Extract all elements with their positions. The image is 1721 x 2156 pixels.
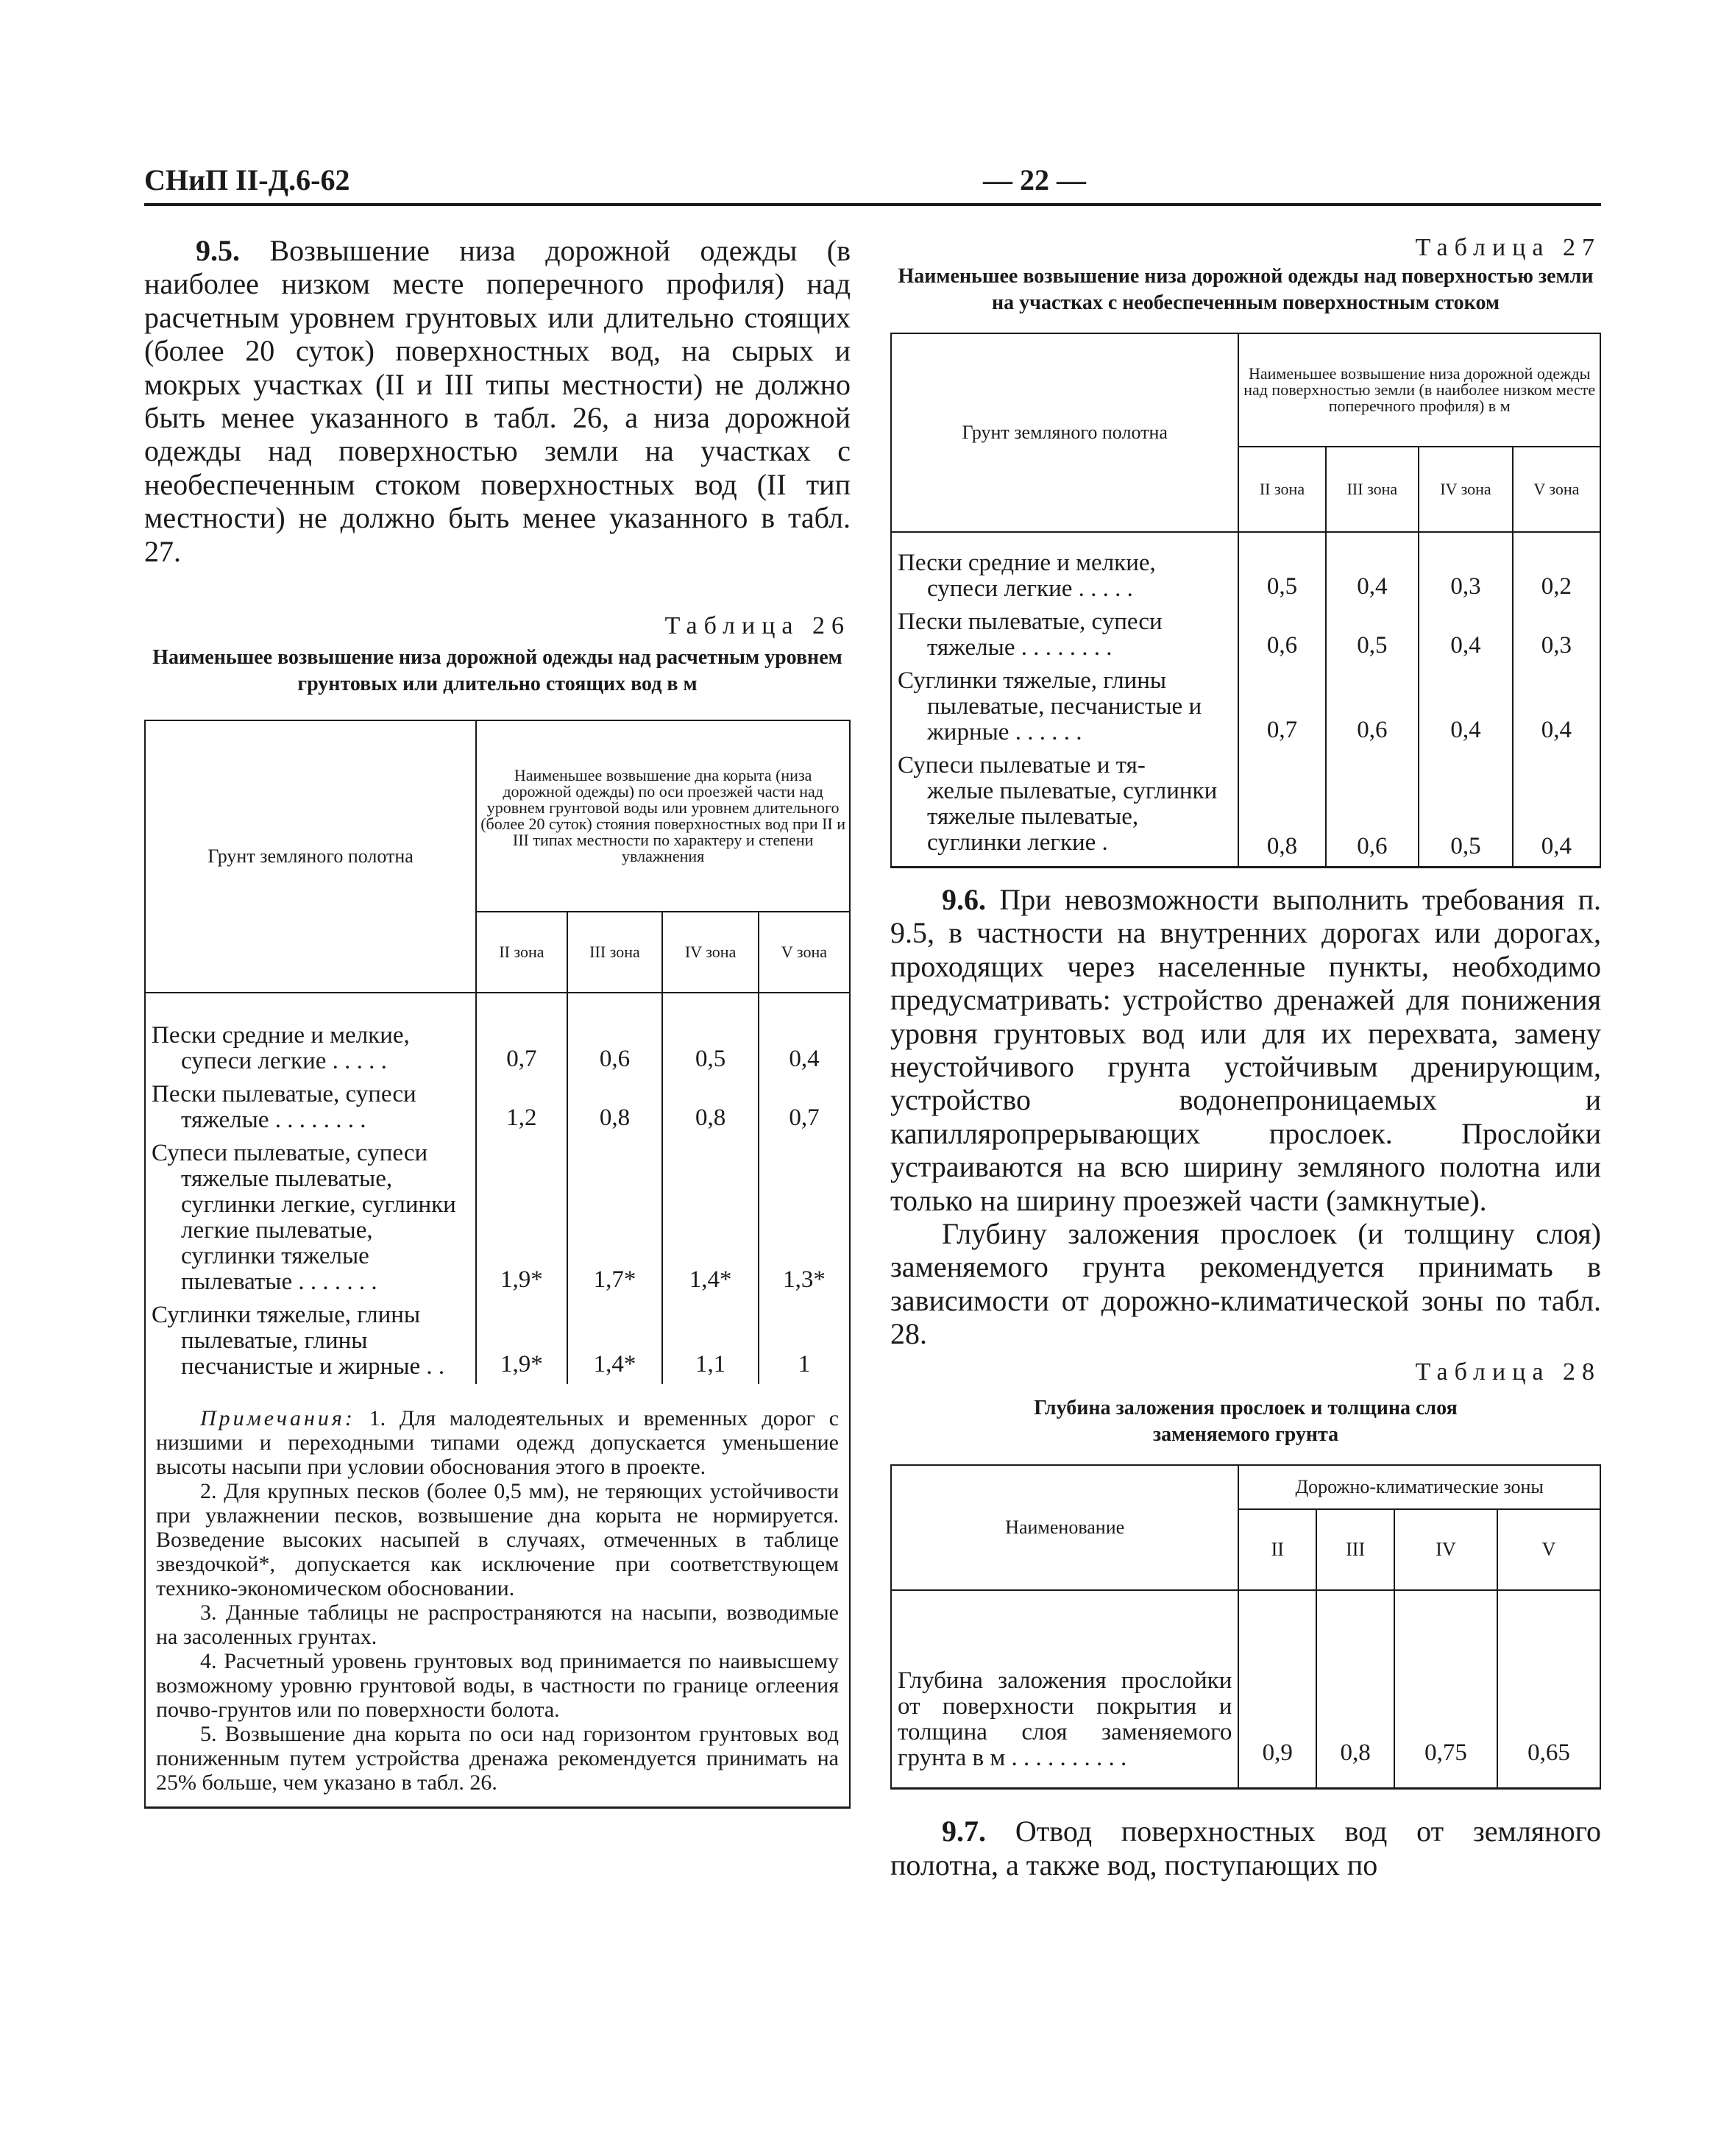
notes-row <box>145 1384 850 1808</box>
table-27-title: Наименьшее возвышение низа дорожной одежды над поверхностью земли на участках с необеспеченным поверхностным стоком <box>898 265 1594 314</box>
table-26-notes <box>156 1406 839 1795</box>
paragraph-text: Возвышение низа дорожной одежды (в наиболее низком месте поперечного профиля) над расчетным уровнем грунтовых или длительно стоящих (более 20 суток) поверхностных вод, на сырых и мокрых участках (II и III типы местности) не должно быть менее указанного в табл. 26, а низа дорожной одежды над поверхностью земли на участках с необеспеченным стоком поверхностных вод (II тип местности) не должно быть менее указанного в табл. 27. <box>144 234 851 568</box>
value-cell: 0,8 <box>662 1079 759 1138</box>
left-column <box>144 234 851 1809</box>
value-cell: 0,5 <box>662 993 759 1079</box>
name-cell: Глубина заложения прослойки от поверхности покрытия и толщина слоя заменяемого грунта в м . . . . . . . . . . <box>891 1590 1238 1789</box>
value-cell: 0,4 <box>1419 665 1513 750</box>
zone-header: IV зона <box>662 912 759 993</box>
table-row <box>145 1079 850 1138</box>
zone-header: III зона <box>1326 447 1419 532</box>
soil-cell: Пески пылеватые, супеси тяжелые . . . . . . . . <box>891 606 1238 665</box>
value-cell: 0,8 <box>1316 1590 1394 1789</box>
zone-header: II зона <box>476 912 567 993</box>
paragraph-text: Отвод поверхностных вод от земляного полотна, а также вод, поступающих по <box>890 1815 1602 1882</box>
zone-header: V зона <box>1513 447 1600 532</box>
value-cell: 1,9* <box>476 1299 567 1384</box>
zone-header: II зона <box>1238 447 1325 532</box>
table-row <box>891 606 1600 665</box>
paragraph-number: 9.5. <box>196 234 240 267</box>
note: 2. Для крупных песков (более 0,5 мм), не теряющих устойчивости при увлажнении песков, возвышение дна корыта не нормируется. Возведение высоких насыпей в случаях, отмеченных в таблице звездочкой*, допускается как исключение при соответствующем технико-экономическом обосновании. <box>156 1479 839 1601</box>
value-cell: 0,4 <box>1513 665 1600 750</box>
table-27 <box>890 333 1601 868</box>
value-cell: 0,4 <box>1326 532 1419 606</box>
soil-cell: Пески пылеватые, супеси тяжелые . . . . . . . . <box>145 1079 476 1138</box>
table-28-title: Глубина заложения прослоек и толщина слоя заменяемого грунта <box>1034 1396 1458 1446</box>
paragraph-9-7 <box>890 1815 1601 1882</box>
paragraph-9-6-cont: Глубину заложения прослоек (и толщину слоя) заменяемого грунта рекомендуется принимать в зависимости от дорожно-климатической зоны по табл. 28. <box>890 1217 1601 1351</box>
zone-header: V зона <box>759 912 850 993</box>
paragraph-number: 9.6. <box>942 883 986 916</box>
paragraph-9-6 <box>890 883 1601 1217</box>
table-row <box>891 750 1600 868</box>
table-row <box>145 1299 850 1384</box>
table-row <box>891 1590 1600 1789</box>
table-26 <box>144 720 851 1809</box>
soil-cell: Супеси пылеватые и тя- желые пылеватые, суглинки тяжелые пылеватые, суглинки легкие . <box>891 750 1238 868</box>
table-row <box>891 532 1600 606</box>
table-row <box>891 665 1600 750</box>
zone-header: II <box>1238 1509 1316 1590</box>
zone-header: IV зона <box>1419 447 1513 532</box>
soil-cell: Суглинки тяжелые, глины пылеватые, глины песчанистые и жирные . . <box>145 1299 476 1384</box>
column-header-group: Дорожно-климатические зоны <box>1238 1465 1600 1509</box>
value-cell: 0,3 <box>1419 532 1513 606</box>
table-26-title: Наименьшее возвышение низа дорожной одежды над расчетным уровнем грунтовых или длительно стоящих вод в м <box>152 646 842 696</box>
notes-heading: Примечания: <box>200 1406 355 1431</box>
paragraph-number: 9.7. <box>942 1815 986 1848</box>
value-cell: 0,65 <box>1497 1590 1600 1789</box>
soil-cell: Суглинки тяжелые, глины пылеватые, песчанистые и жирные . . . . . . <box>891 665 1238 750</box>
value-cell: 0,8 <box>1238 750 1325 868</box>
column-header-soil: Грунт земляного полотна <box>891 333 1238 532</box>
right-column <box>890 234 1601 1882</box>
value-cell: 0,4 <box>1513 750 1600 868</box>
value-cell: 0,4 <box>1419 606 1513 665</box>
soil-cell: Пески средние и мелкие, супеси легкие . . . . . <box>145 993 476 1079</box>
value-cell: 0,6 <box>1326 665 1419 750</box>
soil-cell: Супеси пылеватые, супеси тяжелые пылеватые, суглинки легкие, суглинки легкие пылеватые, суглинки тяжелые пылеватые . . . . . . . <box>145 1138 476 1299</box>
value-cell: 1,4* <box>662 1138 759 1299</box>
value-cell: 0,5 <box>1419 750 1513 868</box>
value-cell: 1,7* <box>567 1138 663 1299</box>
table-row <box>145 993 850 1079</box>
soil-cell: Пески средние и мелкие, супеси легкие . . . . . <box>891 532 1238 606</box>
value-cell: 1,1 <box>662 1299 759 1384</box>
document-code: СНиП II-Д.6-62 <box>144 163 350 196</box>
column-header-name: Наименование <box>891 1465 1238 1590</box>
value-cell: 0,3 <box>1513 606 1600 665</box>
value-cell: 0,6 <box>567 993 663 1079</box>
zone-header: IV <box>1394 1509 1497 1590</box>
column-header-soil: Грунт земляного полотна <box>145 720 476 993</box>
value-cell: 1 <box>759 1299 850 1384</box>
table-row <box>145 1138 850 1299</box>
column-header-group: Наименьшее возвышение низа дорожной одежды над поверхностью земли (в наиболее низком месте поперечного профиля) в м <box>1238 333 1600 447</box>
table-27-label: Таблица 27 <box>1415 234 1601 261</box>
value-cell: 0,5 <box>1238 532 1325 606</box>
zone-header: V <box>1497 1509 1600 1590</box>
column-header-group: Наименьшее возвышение дна корыта (низа дорожной одежды) по оси проезжей части над уровнем грунтовой воды или уровнем длительного (более 20 суток) стояния поверхностных вод при II и III типах местности по характеру и степени увлажнения <box>476 720 850 912</box>
note: 5. Возвышение дна корыта по оси над горизонтом грунтовых вод пониженным путем устройства дренажа рекомендуется принимать на 25% больше, чем указано в табл. 26. <box>156 1722 839 1795</box>
value-cell: 0,5 <box>1326 606 1419 665</box>
value-cell: 0,7 <box>476 993 567 1079</box>
page-header <box>144 152 1601 206</box>
value-cell: 0,7 <box>1238 665 1325 750</box>
value-cell: 0,2 <box>1513 532 1600 606</box>
note: 1. Для малодеятельных и временных дорог с низшими и переходными типами одежд допускается уменьшение высоты насыпи при условии обоснования этого в проекте. <box>156 1406 840 1480</box>
value-cell: 1,9* <box>476 1138 567 1299</box>
table-28-label: Таблица 28 <box>1415 1358 1601 1386</box>
value-cell: 0,8 <box>567 1079 663 1138</box>
value-cell: 0,7 <box>759 1079 850 1138</box>
value-cell: 0,6 <box>1238 606 1325 665</box>
value-cell: 0,4 <box>759 993 850 1079</box>
paragraph-9-5 <box>144 234 851 568</box>
table-26-label: Таблица 26 <box>664 612 851 640</box>
note: 3. Данные таблицы не распространяются на насыпи, возводимые на засоленных грунтах. <box>156 1600 839 1650</box>
value-cell: 0,9 <box>1238 1590 1316 1789</box>
value-cell: 1,3* <box>759 1138 850 1299</box>
value-cell: 1,4* <box>567 1299 663 1384</box>
notes-cell <box>145 1384 850 1808</box>
table-28 <box>890 1464 1601 1790</box>
paragraph-text: При невозможности выполнить требования п. 9.5, в частности на внутренних дорогах или дорогах, проходящих через населенные пункты, необходимо предусматривать: устройство дренажей для понижения уровня грунтовых вод или для их перехвата, замену неустойчивого грунта устойчивым дренирующим, устройство водонепроницаемых и капилляропрерывающих прослоек. Прослойки устраиваются на всю ширину земляного полотна или только на ширину проезжей части (замкнутые). <box>890 883 1601 1217</box>
value-cell: 1,2 <box>476 1079 567 1138</box>
value-cell: 0,75 <box>1394 1590 1497 1789</box>
zone-header: III зона <box>567 912 663 993</box>
page-number: — 22 — <box>983 163 1086 196</box>
zone-header: III <box>1316 1509 1394 1590</box>
note: 4. Расчетный уровень грунтовых вод принимается по наивысшему возможному уровню грунтовой воды, в частности по границе оглеения почво-грунтов или по поверхности болота. <box>156 1649 839 1723</box>
value-cell: 0,6 <box>1326 750 1419 868</box>
